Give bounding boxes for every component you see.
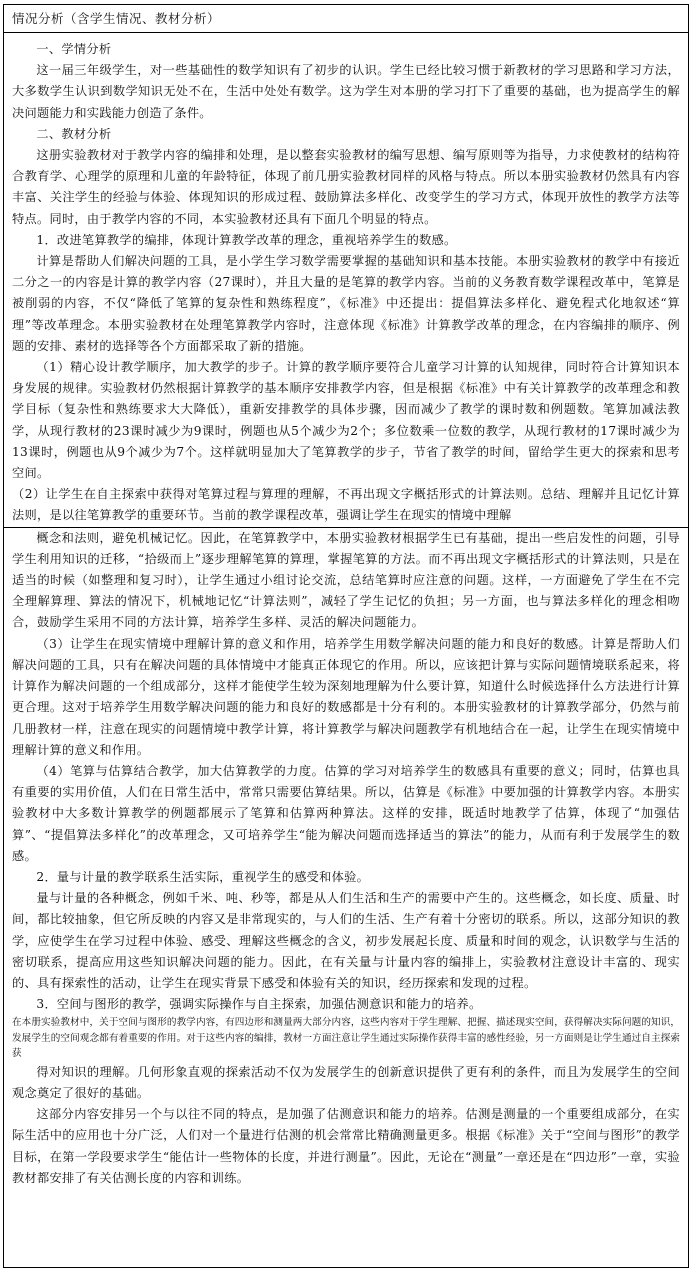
paragraph: 这部分内容安排另一个与以往不同的特点，是加强了估测意识和能力的培养。估测是测量的一个重要组成部分，在实际生活中的应用也十分广泛，人们对一个量进行估测的机会常常比精确测量更多。根据《标准》关于“空间与图形”的教学目标，在第一学段要求学生“能估计一些物体的长度，并进行测量”。因此，无论在“测量”一章还是在“四边形”一章，实验教材都安排了有关估测长度的内容和训练。 [12,1107,680,1185]
paragraph: 这一届三年级学生，对一些基础性的数学知识有了初步的认识。学生已经比较习惯于新教材的学习思路和学习方法，大多数学生认识到数学知识无处不在，生活中处处有数学。这为学生对本册的学习打下了重要的基础，也为提高学生的解决问题能力和实践能力创造了条件。 [12,63,680,120]
paragraph: 概念和法则，避免机械记忆。因此，在笔算教学中，本册实验教材根据学生已有基础，提出一些启发性的问题，引导学生利用知识的迁移，“拾级而上”逐步理解笔算的算理，掌握笔算的方法。而不再出现文字概括形式的计算法则，只是在适当的时候（如整理和复习时），让学生通过小组讨论交流，总结笔算时应注意的问题。这样，一方面避免了学生在不完全理解算理、算法的情况下，机械地记忆“计算法则”，减轻了学生记忆的负担；另一方面，也与算法多样化的理念相吻合，鼓励学生采用不同的方法计算，培养学生多样、灵活的解决问题能力。 [12,530,680,630]
paragraph: （4）笔算与估算结合教学，加大估算教学的力度。估算的学习对培养学生的数感具有重要的意义；同时，估算也具有重要的实用价值，人们在日常生活中，常常只需要估算结果。所以，估算是《标准》中要加强的计算教学内容。本册实验教材中大多数计算教学的例题都展示了笔算和估算两种算法。这样的安排，既适时地教学了估算，体现了“加强估算”、“提倡算法多样化”的改革理念，又可培养学生“能为解决问题而选择适当的算法”的能力，从而有利于发展学生的数感。 [12,763,680,863]
section-heading: 一、学情分析 [36,42,112,56]
paragraph: 在本册实验教材中，关于空间与图形的教学内容，有四边形和测量两大部分内容，这些内容对于学生理解、把握、描述现实空间，获得解决实际问题的知识，发展学生的空间观念都有着重要的作用。对于这些内容的编排，教材一方面注意让学生通过实际操作获得丰富的感性经验，另一方面则是让学生通过自主探索获 [12,1017,680,1060]
paragraph: 得对知识的理解。几何形象直观的探索活动不仅为发展学生的创新意识提供了更有利的条件，而且为发展学生的空间观念奠定了很好的基础。 [12,1064,680,1101]
table-title: 情况分析（含学生情况、教材分析） [4,5,688,33]
paragraph: （1）精心设计教学顺序，加大教学的步子。计算的教学顺序要符合儿童学习计算的认知规律，同时符合计算知识本身发展的规律。实验教材仍然根据计算教学的基本顺序安排教学内容，但是根据《标准》中有关计算教学的改革理念和教学目标（复杂性和熟练要求大大降低），重新安排教学的具体步骤，因而减少了教学的课时数和例题数。笔算加减法教学，从现行教材的23课时减少为9课时，例题也从5个减少为2个；多位数乘一位数的教学，从现行教材的17课时减少为13课时，例题也从9个减少为7个。这样就明显加大了笔算教学的步子，节省了教学的时间，留给学生更大的探索和思考空间。 [12,360,680,481]
section-heading: 2．量与计量的教学联系生活实际，重视学生的感受和体验。 [36,869,370,884]
section-heading: 1．改进笔算教学的编排，体现计算教学改革的理念，重视培养学生的数感。 [36,232,457,247]
paragraph: 计算是帮助人们解决问题的工具，是小学生学习数学需要掌握的基础知识和基本技能。本册实验教材的教学中有接近二分之一的内容是计算的教学内容（27课时），并且大量的是笔算的教学内容。当前的义务教育数学课程改革中，笔算是被削弱的内容，不仅“降低了笔算的复杂性和熟练程度”，《标准》中还提出：提倡算法多样化、避免程式化地叙述“算理”等改革理念。本册实验教材在处理笔算教学内容时，注意体现《标准》计算教学改革的理念，在内容编排的顺序、例题的安排、素材的选择等各个方面都采取了新的措施。 [12,254,680,353]
analysis-table [3,4,689,1268]
section-heading: 3．空间与图形的教学，强调实际操作与自主探索，加强估测意识和能力的培养。 [36,997,482,1012]
paragraph: （3）让学生在现实情境中理解计算的意义和作用，培养学生用数学解决问题的能力和良好的数感。计算是帮助人们解决问题的工具，只有在解决问题的具体情境中才能真正体现它的作用。所以，应该把计算与实际问题情境联系起来，将计算作为解决问题的一个组成部分，这样才能使学生较为深刻地理解为什么要计算，知道什么时候选择什么方法进行计算更合理。这对于培养学生用数学解决问题的能力和良好的数感都是十分有利的。本册实验教材的计算教学部分，仍然与前几册教材一样，注意在现实的问题情境中教学计算，将计算教学与解决问题教学有机地结合在一起，让学生在现实情境中理解计算的意义和作用。 [12,636,680,757]
table-content [4,33,688,1189]
section-heading: 二、教材分析 [36,126,112,141]
paragraph: 这册实验教材对于教学内容的编排和处理，是以整套实验教材的编写思想、编写原则等为指导，力求使教材的结构符合教育学、心理学的原理和儿童的年龄特征，体现了前几册实验教材同样的风格与特点。所以本册实验教材仍然具有内容丰富、关注学生的经验与体验、体现知识的形成过程、鼓励算法多样化、改变学生的学习方式，体现开放性的教学方法等特点。同时，由于教学内容的不同，本实验教材还具有下面几个明显的特点。 [12,148,680,226]
paragraph: （2）让学生在自主探索中获得对笔算过程与算理的理解，不再出现文字概括形式的计算法则。总结、理解并且记忆计算法则，是以往笔算教学的重要环节。当前的教学课程改革，强调让学生在现实的情境中理解 [12,487,680,523]
paragraph: 量与计量的各种概念，例如千米、吨、秒等，都是从人们生活和生产的需要中产生的。这些概念，如长度、质量、时间，都比较抽象，但它所反映的内容又是非常现实的，与人们的生活、生产有着十分密切的联系。所以，这部分知识的教学，应使学生在学习过程中体验、感受、理解这些概念的含义，初步发展起长度、质量和时间的观念，认识数学与生活的密切联系，提高应用这些知识解决问题的能力。因此，在有关量与计量内容的编排上，实验教材注意设计丰富的、现实的、具有探索性的活动，让学生在现实背景下感受和体验有关的知识，经历探索和发现的过程。 [12,891,680,990]
